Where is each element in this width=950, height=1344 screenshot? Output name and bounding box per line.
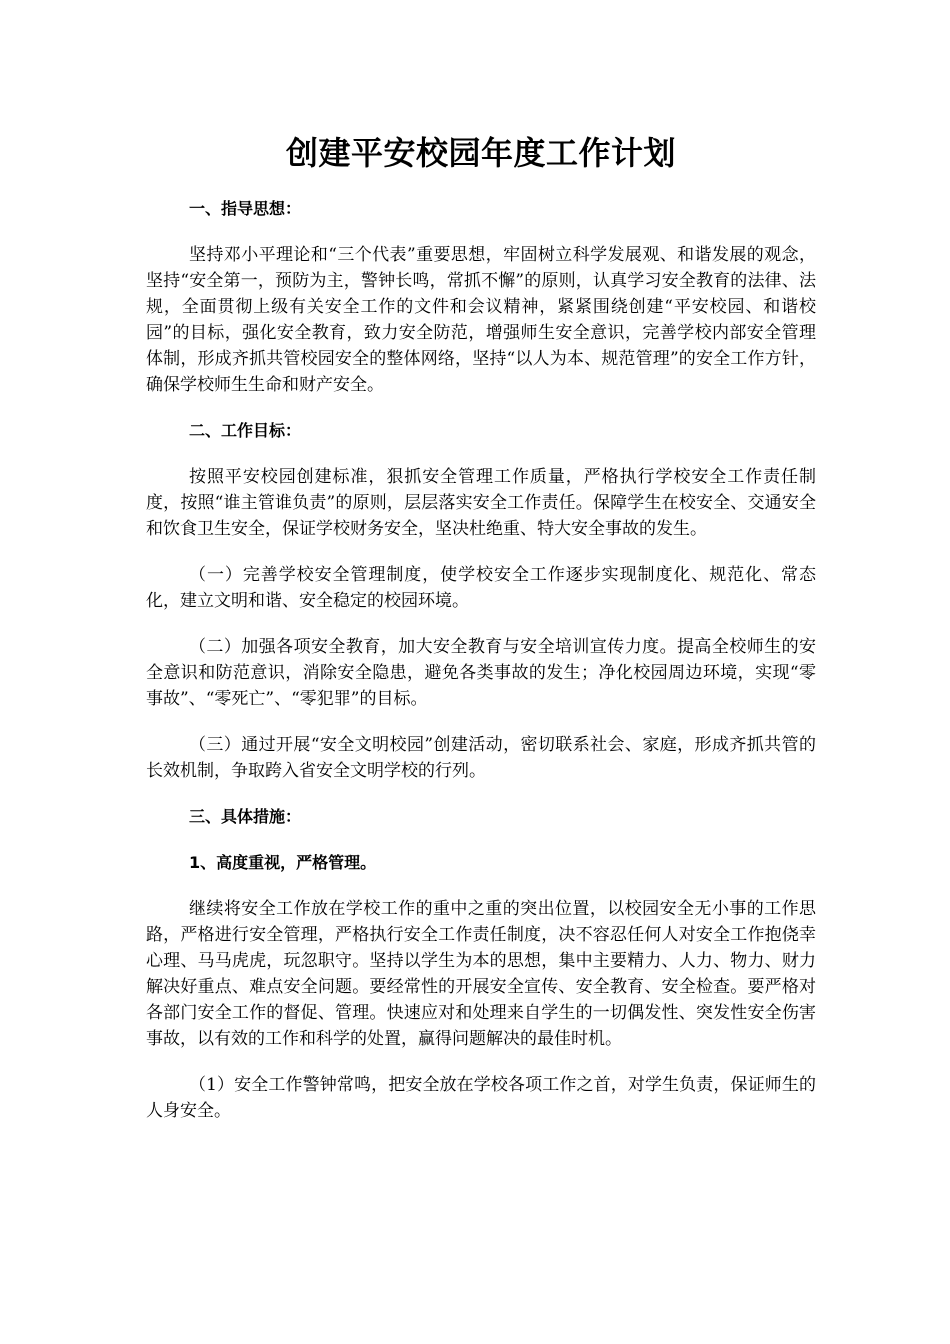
section-heading-guiding-ideology: 一、指导思想：: [189, 199, 302, 218]
paragraph-goal-2: （二）加强各项安全教育，加大安全教育与安全培训宣传力度。提高全校师生的安全意识和防范意识，消除安全隐患，避免各类事故的发生；净化校园周边环境，实现“零事故”、“零死亡”、“零犯罪”的目标。: [146, 637, 816, 709]
document-page: [146, 126, 816, 1144]
paragraph-measure-1: 继续将安全工作放在学校工作的重中之重的突出位置，以校园安全无小事的工作思路，严格进行安全管理，严格执行安全工作责任制度，决不容忍任何人对安全工作抱侥幸心理、马马虎虎，玩忽职守。坚持以学生为本的思想，集中主要精力、人力、物力、财力解决好重点、难点安全问题。要经常性的开展安全宣传、安全教育、安全检查。要严格对各部门安全工作的督促、管理。快速应对和处理来自学生的一切偶发性、突发性安全伤害事故，以有效的工作和科学的处置，赢得问题解决的最佳时机。: [146, 899, 816, 1049]
subheading-measure-1: 1、高度重视，严格管理。: [189, 853, 377, 872]
paragraph-work-goals: 按照平安校园创建标准，狠抓安全管理工作质量，严格执行学校安全工作责任制度，按照“谁主管谁负责”的原则，层层落实安全工作责任。保障学生在校安全、交通安全和饮食卫生安全，保证学校财务安全，坚决杜绝重、特大安全事故的发生。: [146, 467, 816, 539]
paragraph-goal-3: （三）通过开展“安全文明校园”创建活动，密切联系社会、家庭，形成齐抓共管的长效机制，争取跨入省安全文明学校的行列。: [146, 735, 816, 781]
paragraph-guiding-ideology: 坚持邓小平理论和“三个代表”重要思想，牢固树立科学发展观、和谐发展的观念，坚持“安全第一，预防为主，警钟长鸣，常抓不懈”的原则，认真学习安全教育的法律、法规，全面贯彻上级有关安全工作的文件和会议精神，紧紧围绕创建“平安校园、和谐校园”的目标，强化安全教育，致力安全防范，增强师生安全意识，完善学校内部安全管理体制，形成齐抓共管校园安全的整体网络，坚持“以人为本、规范管理”的安全工作方针，确保学校师生生命和财产安全。: [146, 245, 816, 395]
paragraph-measure-1-item-1: （1）安全工作警钟常鸣，把安全放在学校各项工作之首，对学生负责，保证师生的人身安全。: [146, 1075, 816, 1121]
page-title: 创建平安校园年度工作计划: [285, 134, 676, 172]
paragraph-goal-1: （一）完善学校安全管理制度，使学校安全工作逐步实现制度化、规范化、常态化，建立文明和谐、安全稳定的校园环境。: [146, 565, 816, 611]
section-heading-specific-measures: 三、具体措施：: [189, 807, 302, 826]
section-heading-work-goals: 二、工作目标：: [189, 421, 302, 440]
